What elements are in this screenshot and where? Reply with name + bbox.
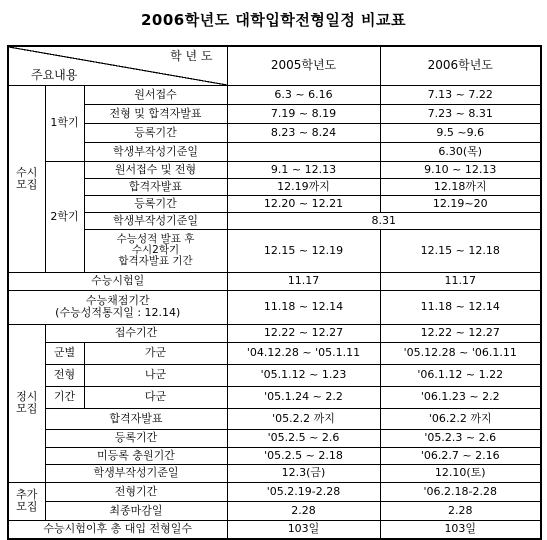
table-row xyxy=(8,429,541,447)
susi-label-line1: 수시 xyxy=(16,165,38,179)
chuga-label xyxy=(8,482,45,520)
cell-2006: 12.19~20 xyxy=(380,195,541,212)
row-item: 원서접수 및 전형 xyxy=(84,161,227,178)
row-item xyxy=(8,290,227,324)
cell-2006: 11.18 ~ 12.14 xyxy=(380,290,541,324)
schedule-table xyxy=(7,45,542,540)
cell-2006: 12.15 ~ 12.18 xyxy=(380,229,541,272)
cell-2005: '05.1.12 ~ 1.23 xyxy=(227,364,380,386)
table-row xyxy=(8,408,541,429)
row-item: 등록기간 xyxy=(45,429,227,447)
table-row xyxy=(8,161,541,178)
table-row xyxy=(8,386,541,408)
cell-2005: '05.1.24 ~ 2.2 xyxy=(227,386,380,408)
row-item: 전형 및 합격자발표 xyxy=(84,104,227,123)
cell-2006: 12.22 ~ 12.27 xyxy=(380,324,541,342)
sem2-label: 2학기 xyxy=(45,161,84,272)
row-item: 학생부작성기준일 xyxy=(84,142,227,161)
document-title: 2006학년도 대학입학전형일정 비교표 xyxy=(140,11,407,29)
cell-2006: '06.2.18-2.28 xyxy=(380,482,541,501)
cell-2006: 9.10 ~ 12.13 xyxy=(380,161,541,178)
row-item: 원서접수 xyxy=(84,85,227,104)
group-label-3: 기간 xyxy=(45,386,84,408)
row-item: 가군 xyxy=(84,342,227,364)
row-item: 전형기간 xyxy=(45,482,227,501)
cell-2005: '04.12.28 ~ '05.1.11 xyxy=(227,342,380,364)
row-item: 접수기간 xyxy=(45,324,227,342)
table-row xyxy=(8,142,541,161)
cell-2006: 7.23 ~ 8.31 xyxy=(380,104,541,123)
cell-2005: 11.17 xyxy=(227,272,380,290)
corner-header-cell xyxy=(8,46,227,85)
column-header-2005: 2005학년도 xyxy=(227,46,380,85)
table-row xyxy=(8,501,541,520)
cell-2006: 12.18까지 xyxy=(380,178,541,195)
cell-2006: 7.13 ~ 7.22 xyxy=(380,85,541,104)
group-label-2: 전형 xyxy=(45,364,84,386)
cell-2005: 103일 xyxy=(227,520,380,539)
row-item: 학생부작성기준일 xyxy=(84,212,227,229)
cell-2005: 7.19 ~ 8.19 xyxy=(227,104,380,123)
row-item: 미등록 충원기간 xyxy=(45,447,227,464)
table-row xyxy=(8,123,541,142)
cell-2006: 103일 xyxy=(380,520,541,539)
row-item-line1: 수능채점기간 xyxy=(85,294,150,308)
cell-2005: 8.23 ~ 8.24 xyxy=(227,123,380,142)
row-item-line3: 합격자발표 기간 xyxy=(118,255,193,267)
table-row xyxy=(8,447,541,464)
corner-bottom-label: 주요내용 xyxy=(31,67,78,82)
cell-2006: 6.30(목) xyxy=(380,142,541,161)
cell-2005: 11.18 ~ 12.14 xyxy=(227,290,380,324)
table-row xyxy=(8,342,541,364)
group-label-1: 군별 xyxy=(45,342,84,364)
cell-2005: 12.22 ~ 12.27 xyxy=(227,324,380,342)
cell-2006: '06.2.7 ~ 2.16 xyxy=(380,447,541,464)
row-item: 최종마감일 xyxy=(45,501,227,520)
row-item xyxy=(84,229,227,272)
chuga-label-line2: 모집 xyxy=(16,500,38,513)
row-item: 합격자발표 xyxy=(84,178,227,195)
cell-2006: '06.1.23 ~ 2.2 xyxy=(380,386,541,408)
row-item: 나군 xyxy=(84,364,227,386)
row-item: 등록기간 xyxy=(84,195,227,212)
row-item-line2: 수시2학기 xyxy=(131,243,180,256)
cell-2006: '05.12.28 ~ '06.1.11 xyxy=(380,342,541,364)
cell-2005: 12.3(금) xyxy=(227,464,380,482)
cell-2005: 12.20 ~ 12.21 xyxy=(227,195,380,212)
column-header-2006: 2006학년도 xyxy=(380,46,541,85)
jeongsi-label-line2: 모집 xyxy=(16,402,38,415)
cell-2005: 9.1 ~ 12.13 xyxy=(227,161,380,178)
susi-label-line2: 모집 xyxy=(16,177,38,191)
cell-2006: 12.10(토) xyxy=(380,464,541,482)
table-row xyxy=(8,195,541,212)
susi-label xyxy=(8,85,45,272)
cell-2006: '06.2.2 까지 xyxy=(380,408,541,429)
cell-2005: '05.2.19-2.28 xyxy=(227,482,380,501)
table-row xyxy=(8,272,541,290)
row-item: 다군 xyxy=(84,386,227,408)
sem1-label: 1학기 xyxy=(45,85,84,161)
row-item: 수능시험이후 총 대입 전형일수 xyxy=(8,520,227,539)
cell-2005: 12.15 ~ 12.19 xyxy=(227,229,380,272)
row-item: 등록기간 xyxy=(84,123,227,142)
cell-2006: 9.5 ~9.6 xyxy=(380,123,541,142)
table-row xyxy=(8,178,541,195)
row-item: 수능시험일 xyxy=(8,272,227,290)
chuga-label-line1: 추가 xyxy=(16,488,38,502)
header-row xyxy=(8,46,541,85)
table-row xyxy=(8,104,541,123)
table-row xyxy=(8,85,541,104)
row-item: 합격자발표 xyxy=(45,408,227,429)
cell-2006: 11.17 xyxy=(380,272,541,290)
cell-2006: 2.28 xyxy=(380,501,541,520)
table-row xyxy=(8,324,541,342)
cell-2005: 12.19까지 xyxy=(227,178,380,195)
cell-2005: '05.2.5 ~ 2.6 xyxy=(227,429,380,447)
cell-2005: 6.3 ~ 6.16 xyxy=(227,85,380,104)
table-row xyxy=(8,229,541,272)
table-row xyxy=(8,464,541,482)
table-row xyxy=(8,482,541,501)
table-row xyxy=(8,212,541,229)
cell-2006: '05.2.3 ~ 2.6 xyxy=(380,429,541,447)
table-row xyxy=(8,290,541,324)
cell-2005: '05.2.2 까지 xyxy=(227,408,380,429)
cell-both-years: 8.31 xyxy=(227,212,541,229)
row-item-line2: (수능성적통지일 : 12.14) xyxy=(55,306,181,319)
row-item-line1: 수능성적 발표 후 xyxy=(116,232,195,245)
corner-top-label: 학 년 도 xyxy=(170,49,213,63)
cell-2005: '05.2.5 ~ 2.18 xyxy=(227,447,380,464)
cell-2005: 2.28 xyxy=(227,501,380,520)
cell-2006: '06.1.12 ~ 1.22 xyxy=(380,364,541,386)
table-row xyxy=(8,520,541,539)
jeongsi-label xyxy=(8,324,45,482)
row-item: 학생부작성기준일 xyxy=(45,464,227,482)
cell-2005 xyxy=(227,142,380,161)
table-row xyxy=(8,364,541,386)
jeongsi-label-line1: 정시 xyxy=(16,390,38,404)
